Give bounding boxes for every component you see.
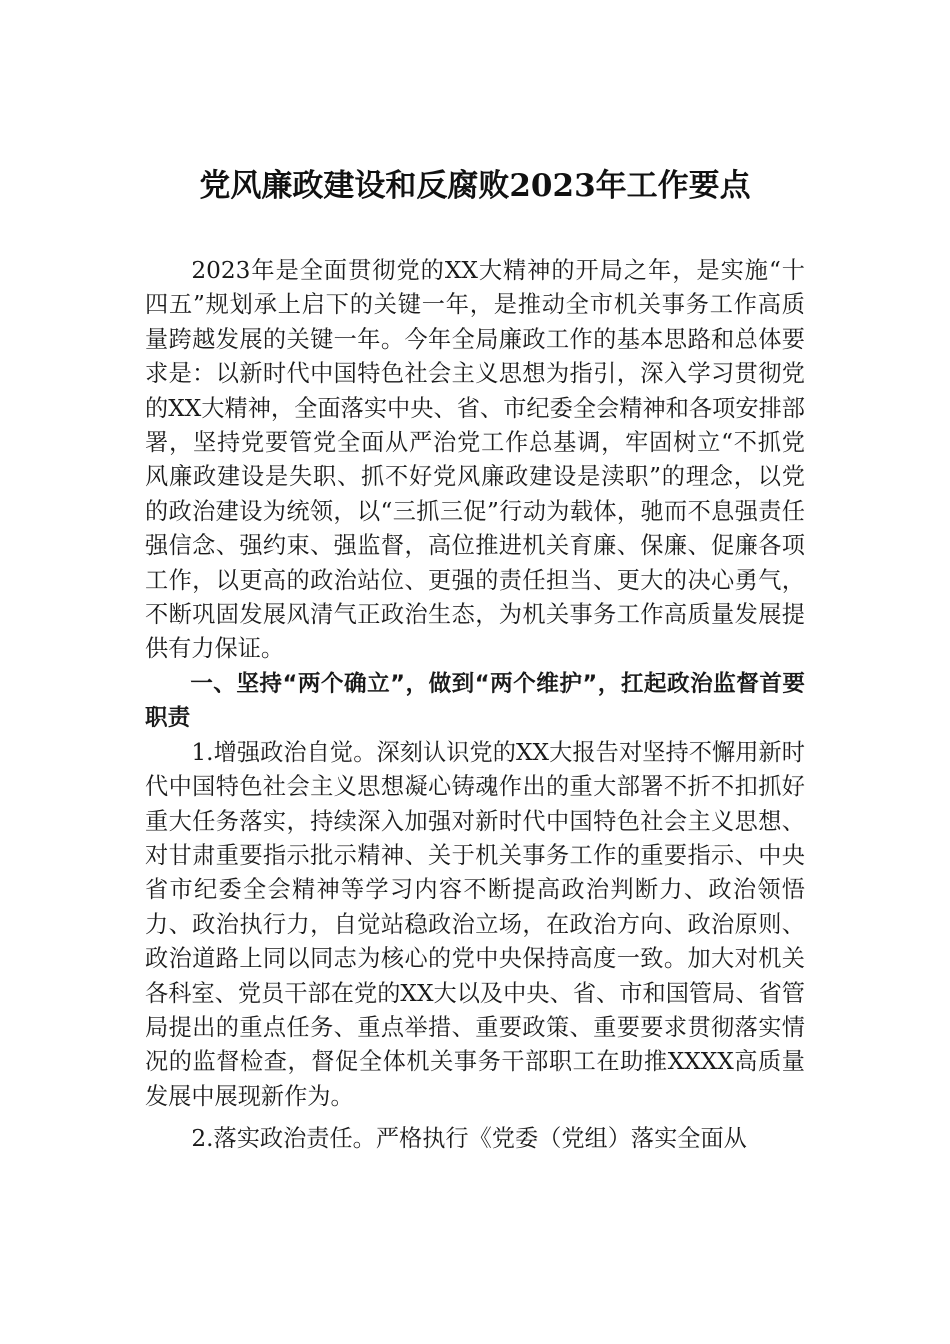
intro-paragraph: 2023年是全面贯彻党的XX大精神的开局之年，是实施“十四五”规划承上启下的关键一年，是推动全市机关事务工作高质量跨越发展的关键一年。今年全局廉政工作的基本思路和总体要求是：以新时代中国特色社会主义思想为指引，深入学习贯彻党的XX大精神，全面落实中央、省、市纪委全会精神和各项安排部署，坚持党要管党全面从严治党工作总基调，牢固树立“不抓党风廉政建设是失职、抓不好党风廉政建设是渎职”的理念，以党的政治建设为统领，以“三抓三促”行动为载体，驰而不息强责任强信念、强约束、强监督，高位推进机关育廉、保廉、促廉各项工作，以更高的政治站位、更强的责任担当、更大的决心勇气，不断巩固发展风清气正政治生态，为机关事务工作高质量发展提供有力保证。 bbox=[145, 257, 805, 663]
document-title: 党风廉政建设和反腐败2023年工作要点 bbox=[199, 168, 751, 204]
document-body bbox=[145, 254, 805, 1157]
item-paragraph-1: 1.增强政治自觉。深刻认识党的XX大报告对坚持不懈用新时代中国特色社会主义思想凝心铸魂作出的重大部署不折不扣抓好重大任务落实，持续深入加强对新时代中国特色社会主义思想、对甘肃重要指示批示精神、关于机关事务工作的重要指示、中央省市纪委全会精神等学习内容不断提高政治判断力、政治领悟力、政治执行力，自觉站稳政治立场，在政治方向、政治原则、政治道路上同以同志为核心的党中央保持高度一致。加大对机关各科室、党员干部在党的XX大以及中央、省、市和国管局、省管局提出的重点任务、重点举措、重要政策、重要要求贯彻落实情况的监督检查，督促全体机关事务干部职工在助推XXXX高质量发展中展现新作为。 bbox=[145, 738, 805, 1110]
section-heading-1: 一、坚持“两个确立”，做到“两个维护”，扛起政治监督首要职责 bbox=[145, 670, 805, 732]
item-paragraph-2: 2.落实政治责任。严格执行《党委（党组）落实全面从 bbox=[191, 1125, 747, 1153]
